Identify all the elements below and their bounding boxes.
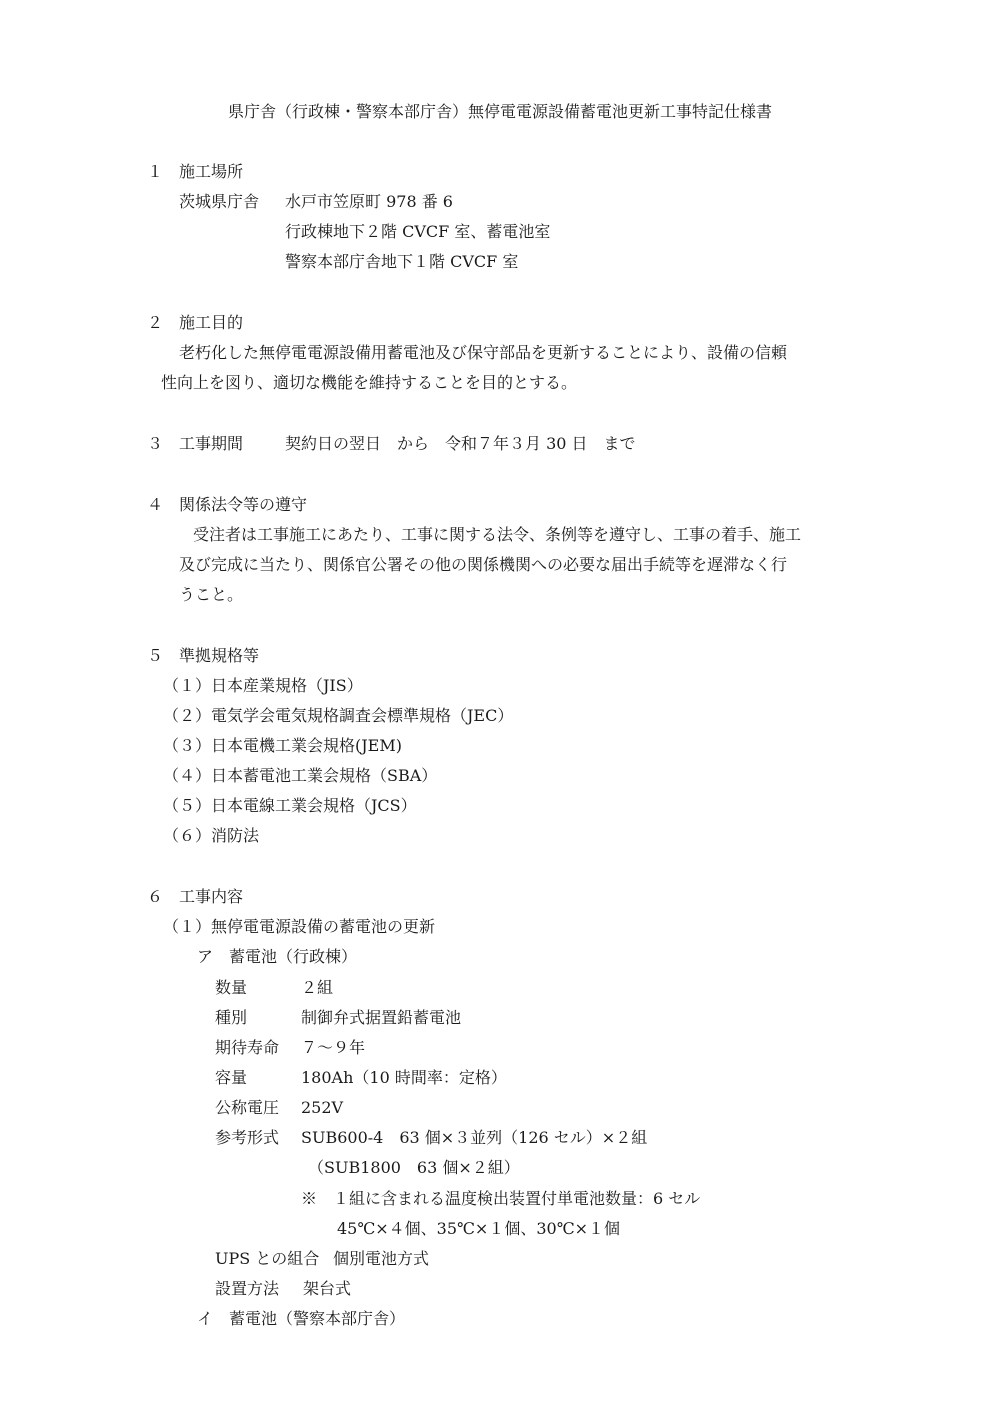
ups-combination-label: UPS との組合	[215, 1249, 320, 1268]
install-method-value: 架台式	[303, 1279, 352, 1298]
spec-label: 公称電圧	[215, 1098, 280, 1117]
spec-label: 種別	[215, 1008, 248, 1027]
spec-value: ７～９年	[301, 1038, 366, 1057]
purpose-line-1: 老朽化した無停電電源設備用蓄電池及び保守部品を更新することにより、設備の信頼	[179, 343, 788, 362]
temperature-note-line-2: 45℃×４個、35℃×１個、30℃×１個	[337, 1219, 620, 1238]
ups-combination-value: 個別電池方式	[333, 1249, 430, 1268]
section-3-heading: ３ 工事期間	[147, 434, 244, 453]
section-6-heading: ６ 工事内容	[147, 887, 244, 906]
site-address: 水戸市笠原町 978 番 6	[285, 192, 453, 211]
compliance-line-1: 受注者は工事施工にあたり、工事に関する法令、条例等を遵守し、工事の着手、施工	[193, 525, 802, 544]
work-subsection-1: （１）無停電電源設備の蓄電池の更新	[163, 917, 436, 936]
compliance-line-2: 及び完成に当たり、関係官公署その他の関係機関への必要な届出手続等を遅滞なく行	[179, 555, 788, 574]
purpose-line-2: 性向上を図り、適切な機能を維持することを目的とする。	[161, 373, 578, 392]
site-label: 茨城県庁舎	[179, 192, 260, 211]
section-5-heading: ５ 準拠規格等	[147, 646, 260, 665]
spec-value: 252V	[301, 1098, 344, 1117]
spec-value: 制御弁式据置鉛蓄電池	[301, 1008, 462, 1027]
work-item-a: ア 蓄電池（行政棟）	[197, 947, 358, 966]
standard-item: （２）電気学会電気規格調査会標準規格（JEC）	[163, 706, 514, 725]
spec-label: 数量	[215, 978, 248, 997]
standard-item: （４）日本蓄電池工業会規格（SBA）	[163, 766, 438, 785]
section-4-heading: ４ 関係法令等の遵守	[147, 495, 308, 514]
standard-item: （３）日本電機工業会規格(JEM)	[163, 736, 402, 755]
standard-item: （１）日本産業規格（JIS）	[163, 676, 363, 695]
standard-item: （６）消防法	[163, 826, 260, 845]
spec-label: 期待寿命	[215, 1038, 280, 1057]
temperature-note-line-1: ※ １組に含まれる温度検出装置付単電池数量：6 セル	[301, 1189, 701, 1208]
compliance-line-3: うこと。	[179, 585, 244, 604]
section-2-heading: ２ 施工目的	[147, 313, 244, 332]
work-item-b: イ 蓄電池（警察本部庁舎）	[197, 1309, 406, 1328]
site-room-1: 行政棟地下２階 CVCF 室、蓄電池室	[285, 222, 551, 241]
construction-period: 契約日の翌日 から 令和７年３月 30 日 まで	[285, 434, 636, 453]
document-title: 県庁舎（行政棟・警察本部庁舎）無停電電源設備蓄電池更新工事特記仕様書	[227, 102, 772, 121]
spec-value: ２組	[301, 978, 334, 997]
install-method-label: 設置方法	[215, 1279, 280, 1298]
spec-label: 容量	[215, 1068, 248, 1087]
model-alternative: （SUB1800 63 個×２組）	[308, 1158, 520, 1177]
section-1-heading: １ 施工場所	[147, 162, 244, 181]
spec-value: SUB600-4 63 個×３並列（126 セル）×２組	[301, 1128, 648, 1147]
site-room-2: 警察本部庁舎地下１階 CVCF 室	[285, 252, 519, 271]
standard-item: （５）日本電線工業会規格（JCS）	[163, 796, 417, 815]
spec-value: 180Ah（10 時間率：定格）	[301, 1068, 507, 1087]
spec-label: 参考形式	[215, 1128, 280, 1147]
